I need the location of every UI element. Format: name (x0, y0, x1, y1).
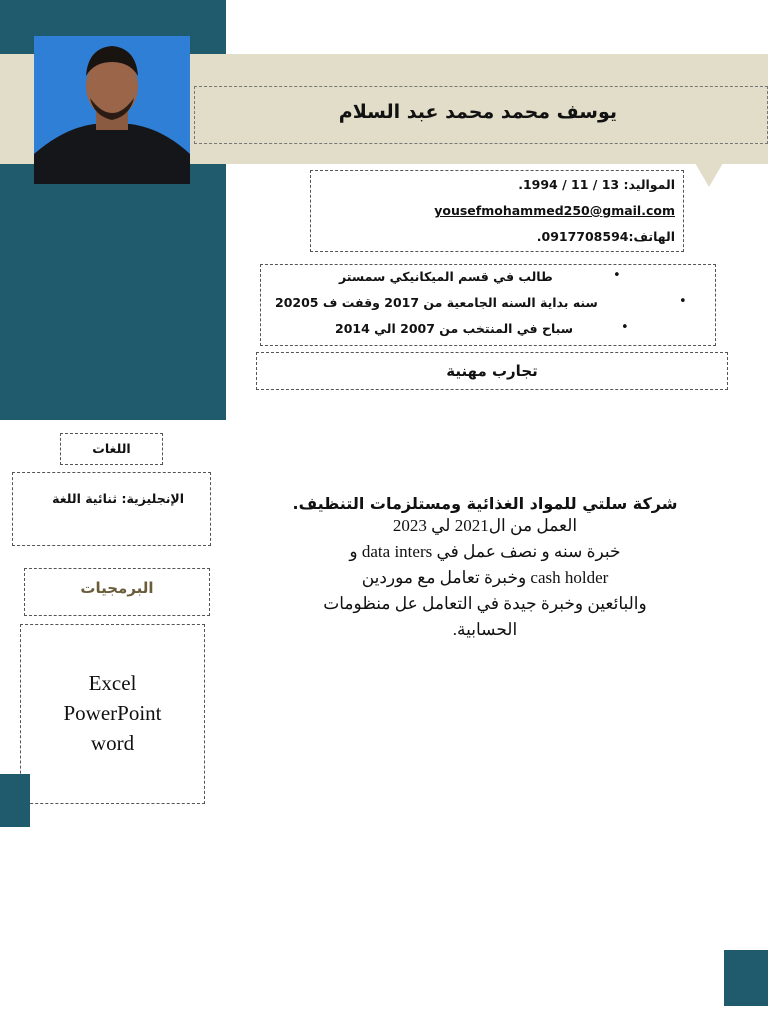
profile-photo (34, 36, 190, 184)
program-item: word (90, 731, 135, 755)
programs-box (20, 624, 205, 804)
program-item: Excel (88, 671, 137, 695)
languages-heading-box (60, 433, 163, 465)
name-box (194, 86, 768, 144)
experience-line: العمل من ال2021 لي 2023 (392, 516, 578, 535)
full-name: يوسف محمد محمد عبد السلام (338, 101, 617, 123)
experience-line: خبرة سنه و نصف عمل في data inters و (349, 542, 621, 561)
email-link[interactable]: yousefmohammed250@gmail.com (434, 203, 675, 218)
experience-line: cash holder وخبرة تعامل مع موردين (361, 568, 609, 587)
experience-line: الحسابية. (452, 620, 518, 639)
decor-block (0, 774, 30, 827)
languages-box (12, 472, 211, 546)
contact-box (310, 170, 684, 252)
experience-body (290, 494, 680, 654)
programs-heading-box (24, 568, 210, 616)
company-name: شركة سلتي للمواد الغذائية ومستلزمات التنظيف. (292, 494, 678, 513)
phone-number: الهاتف:0917708594. (536, 229, 675, 244)
highlight-item: سباح في المنتخب من 2007 الي 2014 (335, 321, 574, 336)
decor-corner-block (724, 950, 768, 1006)
banner-pointer (695, 163, 723, 187)
bullet-icon: • (621, 320, 629, 335)
languages-title: اللغات (92, 441, 131, 456)
highlights-box (260, 264, 716, 346)
experience-title: تجارب مهنية (446, 362, 538, 380)
highlight-item: طالب في قسم الميكانيكي سمستر (339, 269, 553, 284)
birth-date: المواليد: 13 / 11 / 1994. (518, 177, 675, 192)
bullet-icon: • (613, 268, 621, 283)
experience-line: والبائعين وخبرة جيدة في التعامل عل منظومات (323, 594, 647, 613)
highlight-item: سنه بداية السنه الجامعية من 2017 وقفت ف 20205 (275, 295, 598, 310)
program-item: PowerPoint (63, 701, 162, 725)
language-english: الإنجليزية: ثنائية اللغة (52, 491, 184, 506)
bullet-icon: • (679, 294, 687, 309)
experience-heading-box (256, 352, 728, 390)
programs-title: البرمجيات (80, 579, 154, 597)
